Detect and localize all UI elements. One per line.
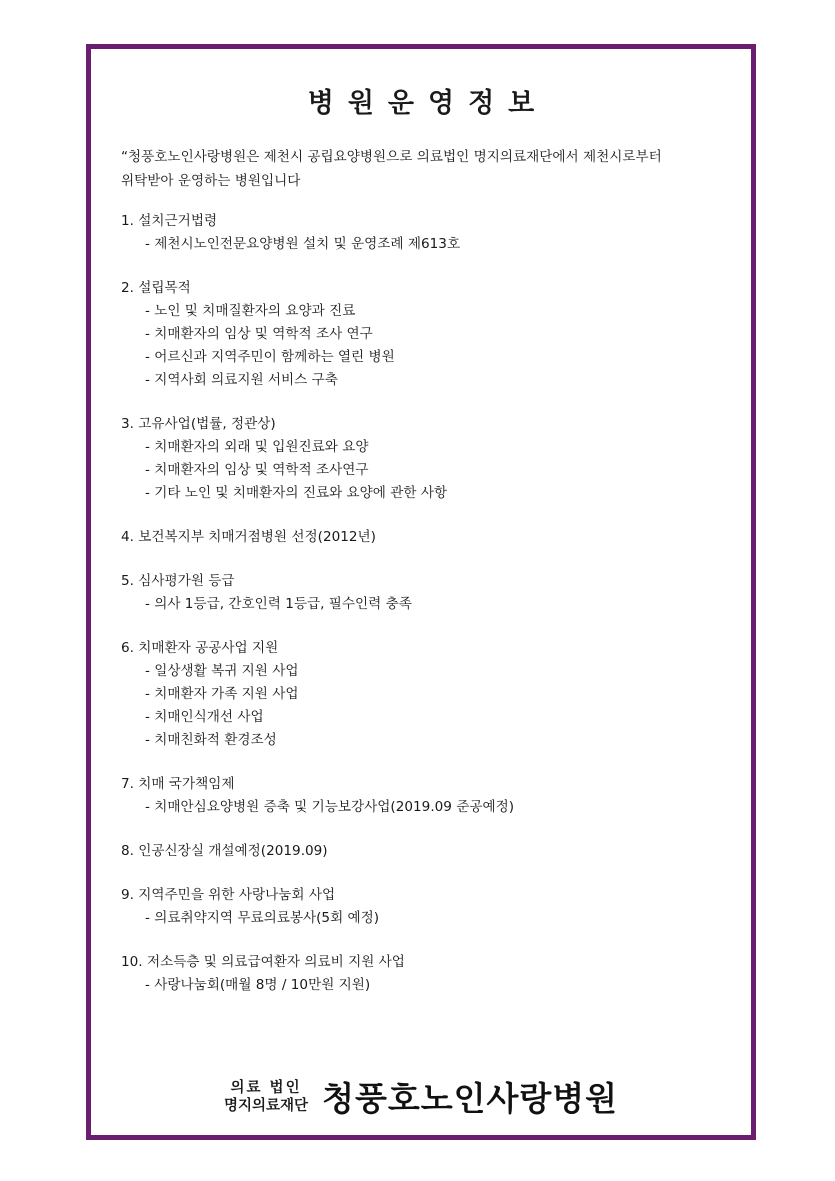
section-item: - 치매안심요양병원 증축 및 기능보강사업(2019.09 준공예정) (145, 799, 515, 815)
section-heading: 1. 설치근거법령 (121, 213, 218, 229)
section-10 (121, 950, 731, 997)
section-heading: 4. 보건복지부 치매거점병원 선정(2012년) (121, 529, 376, 545)
section-2 (121, 276, 731, 392)
section-item: - 지역사회 의료지원 서비스 구축 (145, 372, 338, 388)
page-title: 병원운영정보 (307, 88, 549, 119)
section-item: - 일상생활 복귀 지원 사업 (145, 663, 299, 679)
section-heading: 10. 저소득층 및 의료급여환자 의료비 지원 사업 (121, 954, 405, 970)
section-heading: 5. 심사평가원 등급 (121, 573, 235, 589)
section-6 (121, 636, 731, 752)
org-line-2: 명지의료재단 (224, 1097, 309, 1114)
section-item: - 의료취약지역 무료의료봉사(5회 예정) (145, 910, 380, 926)
section-item: - 치매환자의 임상 및 역학적 조사 연구 (145, 326, 373, 342)
section-5 (121, 569, 731, 616)
section-item: - 치매친화적 환경조성 (145, 732, 277, 748)
hospital-name: 청풍호노인사랑병원 (322, 1079, 618, 1118)
section-item: - 치매인식개선 사업 (145, 709, 264, 725)
section-4 (121, 525, 731, 549)
section-heading: 7. 치매 국가책임제 (121, 776, 235, 792)
section-heading: 2. 설립목적 (121, 280, 191, 296)
document-frame (86, 44, 756, 1140)
intro-paragraph (121, 145, 725, 193)
section-item: - 기타 노인 및 치매환자의 진료와 요양에 관한 사항 (145, 485, 448, 501)
intro-line-2: 위탁받아 운영하는 병원입니다 (121, 173, 301, 189)
section-1 (121, 209, 731, 256)
section-item: - 치매환자 가족 지원 사업 (145, 686, 299, 702)
org-name (224, 1079, 308, 1115)
section-heading: 6. 치매환자 공공사업 지원 (121, 640, 279, 656)
footer-logo (91, 1073, 751, 1120)
section-7 (121, 772, 731, 819)
section-item: - 치매환자의 임상 및 역학적 조사연구 (145, 462, 369, 478)
org-line-1: 의료 법인 (230, 1079, 302, 1096)
section-item: - 치매환자의 외래 및 입원진료와 요양 (145, 439, 369, 455)
section-item: - 의사 1등급, 간호인력 1등급, 필수인력 충족 (145, 596, 412, 612)
info-sections (121, 209, 731, 1017)
section-item: - 노인 및 치매질환자의 요양과 진료 (145, 303, 356, 319)
section-8 (121, 839, 731, 863)
section-item: - 사랑나눔회(매월 8명 / 10만원 지원) (145, 977, 371, 993)
section-9 (121, 883, 731, 930)
section-item: - 어르신과 지역주민이 함께하는 열린 병원 (145, 349, 395, 365)
intro-line-1: “청풍호노인사랑병원은 제천시 공립요양병원으로 의료법인 명지의료재단에서 제천시로부터 (121, 149, 662, 165)
section-heading: 3. 고유사업(법률, 정관상) (121, 416, 276, 432)
section-heading: 9. 지역주민을 위한 사랑나눔회 사업 (121, 887, 336, 903)
section-heading: 8. 인공신장실 개설예정(2019.09) (121, 843, 328, 859)
section-3 (121, 412, 731, 505)
section-item: - 제천시노인전문요양병원 설치 및 운영조례 제613호 (145, 236, 461, 252)
